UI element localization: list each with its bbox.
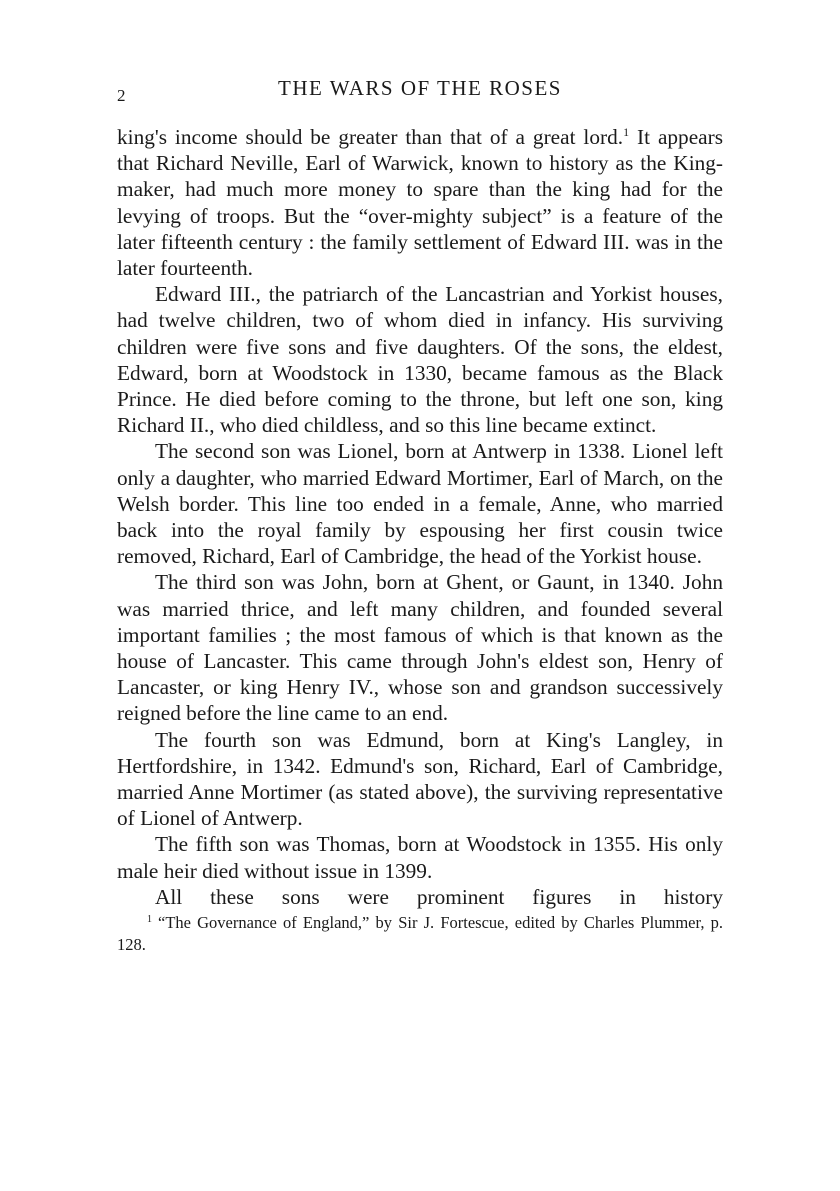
book-page [117, 76, 723, 956]
paragraph-1 [117, 124, 723, 281]
paragraph-5: The fourth son was Edmund, born at King's Langley, in Hertfordshire, in 1342. Edmund's son, Richard, Earl of Cambridge, married Anne Mortimer (as stated above), the surviving representative of Lionel of Antwerp. [117, 727, 723, 831]
paragraph-6: The fifth son was Thomas, born at Woodstock in 1355. His only male heir died without issue in 1399. [117, 832, 723, 883]
paragraph-7: All these sons were prominent figures in history [155, 884, 723, 909]
paragraph-1-rest: It appears that Richard Neville, Earl of Warwick, known to history as the King-maker, had much more money to spare than the king had for the levying of troops. But the “over-mighty subject” is a feature of the later fifteenth century : the family settlement of Edward III. was in the later fourteenth. [117, 125, 723, 281]
body-text [117, 124, 723, 910]
footnote-mark: 1 [147, 913, 152, 925]
paragraph-2: Edward III., the patriarch of the Lancastrian and Yorkist houses, had twelve children, two of whom died in infancy. His surviving children were five sons and five daughters. Of the sons, the eldest, Edward, born at Woodstock in 1330, became famous as the Black Prince. He died before coming to the throne, but left one son, king Richard II., who died childless, and so this line became extinct. [117, 282, 723, 438]
page-number: 2 [117, 86, 126, 105]
footnote [117, 912, 723, 956]
paragraph-4: The third son was John, born at Ghent, or Gaunt, in 1340. John was married thrice, and left many children, and founded several important families ; the most famous of which is that known as the house of Lancaster. This came through John's eldest son, Henry of Lancaster, or king Henry IV., whose son and grandson successively reigned before the line came to an end. [117, 570, 723, 726]
running-head [117, 76, 723, 110]
paragraph-1-text: king's income should be greater than that of a great lord. [117, 125, 624, 149]
footnote-reference: 1 [623, 124, 630, 139]
footnote-text: “The Governance of England,” by Sir J. Fortescue, edited by Charles Plummer, p. 128. [117, 913, 723, 955]
paragraph-3: The second son was Lionel, born at Antwerp in 1338. Lionel left only a daughter, who married Edward Mortimer, Earl of March, on the Welsh border. This line too ended in a female, Anne, who married back into the royal family by espousing her first cousin twice removed, Richard, Earl of Cambridge, the head of the Yorkist house. [117, 439, 723, 569]
running-title: THE WARS OF THE ROSES [278, 76, 562, 100]
